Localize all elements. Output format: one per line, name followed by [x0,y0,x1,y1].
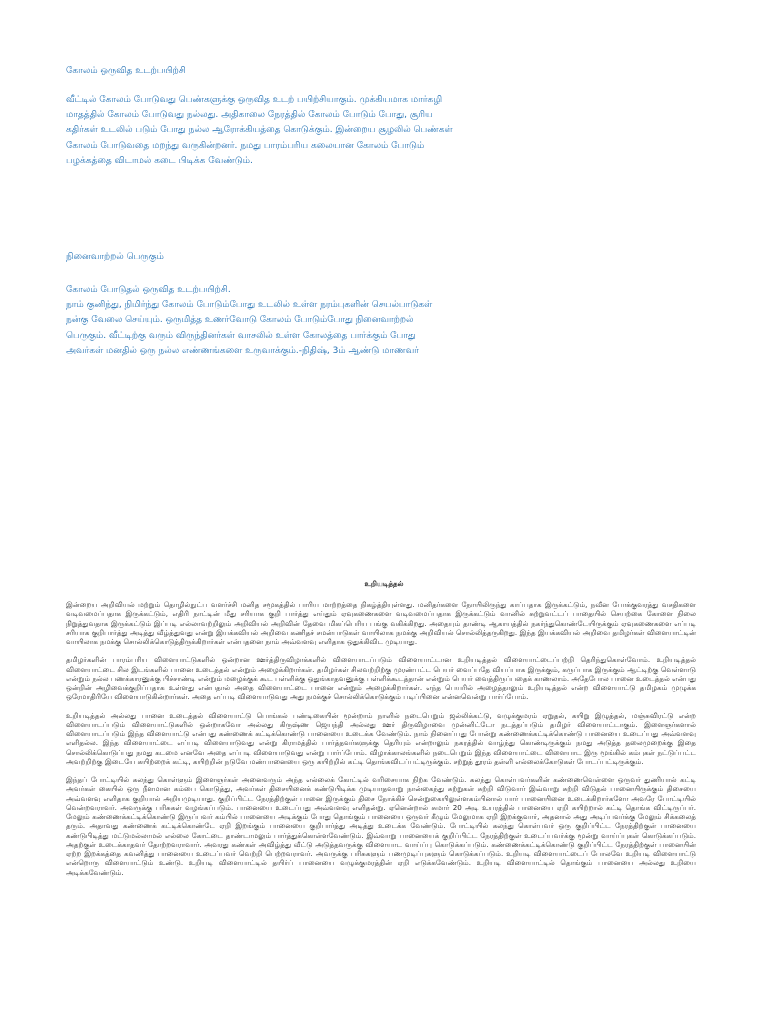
article-paragraph: தமிழர்களின் பாரம்பரிய விளையாட்டுகளில் ஒன்றான ஊர்த்திருவிழாக்களில் விளையாடப்படும் விளையாட்டான உறியடித்தல் விளையாட்டைப்பற்றி தெரிந்துகொள்வோம். உறியடித்தல் விளையாட்டை சில இடங்களில் பானை உடைத்தல் என்றும் அழைக்கிறார்கள். தமிழர்கள் சிலவற்றிற்கு முரண்பட்ட பெயர் வைப்பதே வியப்பாக இருக்கும், கருப்பாக இருக்கும் ஆட்டிற்கு வெள்ளாடு என்றும் நல்ல பணக்காரனுக்கு பிச்சாண்டி என்றும் மழைக்குக் கூட பள்ளிக்கு ஒதுங்காதவனுக்கு பள்ளிக்கூடத்தான் என்றும் பெயர் வைத்திருப்பதைக் காணலாம். அதேபோல பானை உடைத்தல் என்பது ஒன்றின் அழிவைக்குறிப்பதாக உள்ளது என்பதால் அதை விளையாட்டை பானை என்றும் அழைக்கிறார்கள். எந்த பெயரில் அழைத்தாலும் உறியடித்தல் என்ற விளையாட்டு தமிழகம் முழுக்க ஒரேமாதிரியே விளையாடுகின்றார்கள். அதை எப்படி விளையாடுவது அது நமக்குச் சொல்லிக்கொடுக்கும் படிப்பினை என்னவென்று பார்ப்போம். [66,655,696,702]
section-title-kolam: கோலம் ஒருவித உடற்பயிற்சி [66,66,186,76]
memory-text-block [66,283,486,359]
memory-line: நாம் குனிந்து, நிமிர்ந்து கோலம் போடும்போது உடலில் உள்ள நரம்புகளின் செயல்பாடுகள் [66,300,433,311]
article-paragraph: இந்தப் போட்டியில் கலந்து கொள்ளும் இளைஞர்கள் அனைவரும் அந்த எல்லைக் கோட்டில் வரிசையாக நிற்க வேண்டும். கலந்து கொள்பவர்களின் கண்ணைவெள்ளை ஒருவர் துணியால் கட்டி அவர்கள் கையில் ஒரு நீளமான கம்பை கொடுத்து, அவர்கள் திசையினைக் கண்டுபிடிக்க முடியாதவாறு நான்கைந்து சுற்றுகள் சுற்றி விடுவார் இவ்வாறு சுற்றி விடுதல் பானையிருக்கும் திசையை அவ்வளவு எளிதாக குறியால் அறியமுடியாது. குறிப்பிட்ட நேரத்திற்குள் பானை இருக்கும் திசை நோக்கிச் சென்றுகையிலுள்ளகம்பினால் யார் பானையினை உடைக்கிறார்களோ அவரே போட்டியில் வென்றவராவர். அவருக்கு பரிசுகள் வழங்கப்படும். பானையை உடைப்பது அவ்வளவு எளிதன்று. ஏனென்றால் சுமார் 20 அடி உயரத்தில் பானையை ஏறி கயிற்றால் கட்டி தொங்க விட்டிருப்பர். மேலும் கண்ணைக்கட்டிக்கொண்டு இருப்பவர் கம்பில் பானையை அடிக்கும் போது தொங்கும் பானையை ஒருவர் கீழும் மேலுமாக ஏறி இறக்குவார், அதனால் அது அடிப்பவர்க்கு மேலும் சிக்கலைத் தரும். அதாவது கண்ணைக் கட்டிக்கொண்டே ஏறி இறங்கும் பானையை குறிபார்த்து அடித்து உடைக்க வேண்டும். போட்டியில் கலந்து கொள்பவர் ஒரு குறிப்பிட்ட நேரத்திற்குள் பானையை கண்டுபிடித்து மட்டுமல்லாமல் எல்லை கோட்டை தாண்டாமலும் பார்த்துக்கொள்ளவேண்டும். இவ்வாறு பானையைக் குறிப்பிட்ட நேரத்திற்குள் உடைப்பவர்க்கு மூன்று வாய்ப்புகள் கொடுக்கப்படும். அதற்குள் உடைக்காதவர் தோற்றவராவார். அவரது கண்கள் அவிழ்த்து வீட்டு அடுத்தவருக்கு விளையாட வாய்ப்பு கொடுக்கப்படும். கண்ணைக்கட்டிக்கொண்டு குறிப்பிட்ட நேரத்திற்குள் பானையின் ஏற்ற இறக்கத்தை கவனித்து பானையை உடைப்பவர் வெற்றி பெற்றவராவர். அவருக்கு பரிசுகளும் பணமுடிப்புகளும் கொடுக்கப்படும். உறியடி விளையாட்டைப் போலவே உறியடி விளையாட்டு என்றொரு விளையாட்டும் உண்டு. உறியடி விளையாட்டில் தயிர்ப் பானையை வழுக்குமரத்தின் ஏறி எடுக்கவேண்டும். உறியடி விளையாட்டில் தொங்கும் பானையை அல்லது உறியை அடிக்கவேண்டும். [66,775,696,877]
article-paragraph: உறியடித்தல் அல்லது பானை உடைத்தல் விளையாட்டு பொங்கல் பண்டிகையின் மூன்றாம் நாளில் நடைபெறும் ஜல்லிக்கட்டு, வழுக்குமரம் ஏறுதல், கயிறு இழுத்தல், மஞ்சுவிரட்டு என்ற விளையாடப்படும் விளையாட்டுகளில் ஒன்றாகவோ அல்லது கிருஷ்ண ஜெயந்தி அல்லது ஊர் திருவிழாவை முன்னிட்டோ நடத்தப்படும் தமிழர் விளையாட்டாகும். இளைஞர்களால் விளையாடப்படும் இந்த விளையாட்டு என்பது கண்ணைக் கட்டிக்கொண்டு பானையை உடைக்க வேண்டும். நாம் நினைப்பது போன்று கண்ணைக்கட்டிக்கொண்டு பானையை உடைப்பது அவ்வளவு எளிதல்ல. இந்த விளையாட்டை எப்படி விளையாடுவது என்று கிராமத்தில் பார்த்தவர்களுக்கு தெரியும் என்றாலும் நகரத்தில் வாழ்ந்து கொண்டிருக்கும் நமது அடுத்த தலைமுறைக்கு இதை சொல்லிக்கொடுப்பது நமது கடமை எனவே அதை எப்படி விளையாடுவது என்று பார்ப்போம். விழாக்காலங்களில் நடைபெறும் இந்த விளையாட்டை விளையாட இரு மூங்கில் கம்புகள் நட்டுப்பட்ட அவற்றிற்கு இடையே கயிற்றைக் கட்டி, கயிற்றின் நடுவே மண்பானையை ஒரு கயிற்றில் கட்டி தொங்கவிடப்பட்டிருக்கும். சற்றுத் தூரம் தள்ளி எல்லைக்கோடுகள் போடப்பட்டிருக்கும். [66,710,696,766]
memory-line: பெருகும். வீட்டிற்கு வரும் விருந்தினர்கள் வாசலில் உள்ள கோலத்தை பார்க்கும் போது [66,330,416,341]
article-title: உறியடித்தல் [364,580,404,588]
memory-line: நன்கு வேலை செய்யும். ஒருமித்த உணர்வோடு கோலம் போடும்போது நினைவாற்றல் [66,315,414,326]
memory-line: கோலம் போடுதல் ஒருவித உடற்பயிற்சி. [66,285,231,295]
memory-line: அவர்கள் மனதில் ஒரு நல்ல எண்ணங்களை உருவாக்கும்.-நிதிஷ், 3ம் ஆண்டு மாணவர் [66,345,419,356]
section-heading-memory: நினைவாற்றல் பெருகும் [66,252,164,262]
article-body [66,600,696,886]
kolam-paragraph: வீட்டில் கோலம் போடுவது பெண்களுக்கு ஒருவித உடற் பயிற்சியாகும். முக்கியமாக மார்கழி மாதத்தில் கோலம் போடுவது நல்லது. அதிகாலை நேரத்தில் கோலம் போடும் போது, சூரிய கதிர்கள் உடலில் படும் போது நல்ல ஆரோக்கியத்தை கொடுக்கும். இன்றைய சூழலில் பெண்கள் கோலம் போடுவதை மறந்து வருகின்றனர். நமது பாரம்பரிய கலையான கோலம் போடும் பழக்கத்தை விடாமல் கடை பிடிக்க வேண்டும். [66,95,453,166]
article-paragraph: இன்றைய அறிவியல் மற்றும் தொழில்நுட்ப வளர்ச்சி மனித சமூகத்தில் பாரிய மாற்றத்தை நிகழ்த்தியுள்ளது. மனிதர்களை நோயிலிருந்து காப்பதாக இருக்கட்டும், நவீன போக்குவரத்து வசதிகளை வடிவமைப்பதாக இருக்கட்டும், எதிரி நாட்டின் மீது சரியாக குறி பார்த்து எய்தும் ஏவுகணைகளை வடிவமைப்பதாக இருக்கட்டும் வானில் சுற்றுவட்டப் பாதையில் செயற்கை கோளை நிலை நிறுத்துவதாக இருக்கட்டும் இப்படி எல்லாவற்றிலும் அறிவியல் அறிவின் தேவை மிகப்பெரிய பங்கு வகிக்கிறது. அதையும் தாண்டி ஆகாயத்தில் நகர்ந்துகொண்டேயிருக்கும் ஏவுகணைகளை எப்படி சரியாக குறிபார்த்து அடித்து வீழ்த்துவது என்று இயக்கவியல் அறிவை கணிதச் சமன்பாடுகள் வாயிலாக நமக்கு அறிவியல் சொல்லித்தருகிறது. இந்த இயக்கவியல் அறிவை தமிழர்கள் விளையாட்டின் வாயிலாக நமக்கு சொல்லிக்கொடுத்திருக்கிறார்கள் என்பதனை நாம் அவ்வளவு எளிதாக ஒதுக்கிவிட முடியாது. [66,600,696,646]
